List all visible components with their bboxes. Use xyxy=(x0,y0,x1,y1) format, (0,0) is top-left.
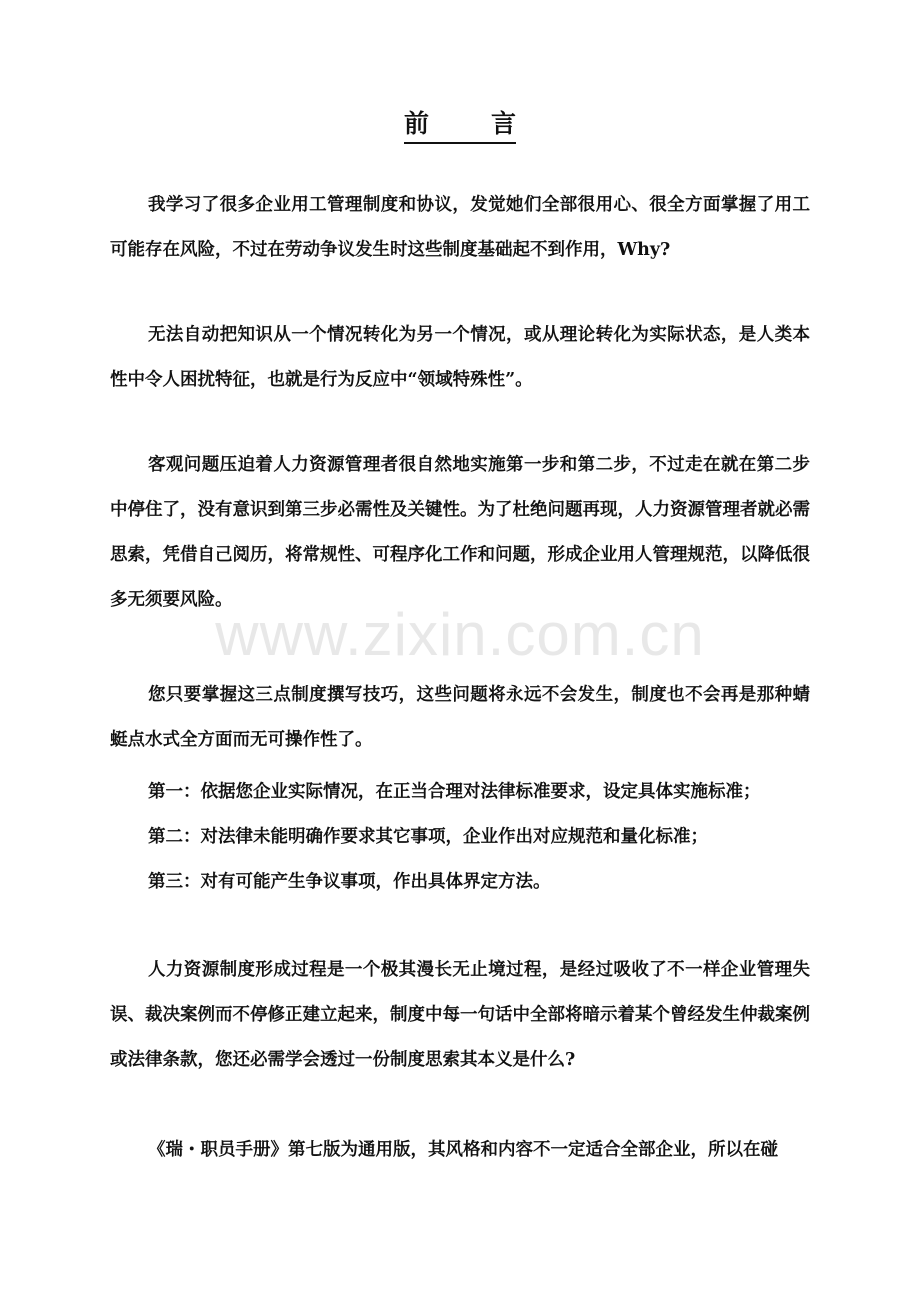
paragraph-4: 您只要掌握这三点制度撰写技巧，这些问题将永远不会发生，制度也不会再是那种蜻蜓点水式全方面而无可操作性了。 xyxy=(110,685,810,750)
title-char-left: 前 xyxy=(403,109,429,138)
paragraph-5: 人力资源制度形成过程是一个极其漫长无止境过程，是经过吸收了不一样企业管理失误、裁决案例而不停修正建立起来，制度中每一句话中全部将暗示着某个曾经发生仲裁案例或法律条款，您还必需学会透过一份制度思索其本义是什么? xyxy=(110,960,810,1070)
title-char-right: 言 xyxy=(491,109,517,138)
paragraph-1: 我学习了很多企业用工管理制度和协议，发觉她们全部很用心、很全方面掌握了用工可能存在风险，不过在劳动争议发生时这些制度基础起不到作用，Why? xyxy=(110,195,810,260)
title-underlined xyxy=(404,104,516,144)
paragraph-6: 《瑞・职员手册》第七版为通用版，其风格和内容不一定适合全部企业，所以在碰 xyxy=(148,1140,778,1160)
watermark: www.zixin.com.cn xyxy=(215,601,705,668)
point-2: 第二：对法律未能明确作要求其它事项，企业作出对应规范和量化标准； xyxy=(148,827,708,847)
paragraph-3: 客观问题压迫着人力资源管理者很自然地实施第一步和第二步，不过走在就在第二步中停住了，没有意识到第三步必需性及关键性。为了杜绝问题再现，人力资源管理者就必需思索，凭借自己阅历，将常规性、可程序化工作和问题，形成企业用人管理规范，以降低很多无须要风险。 xyxy=(110,455,810,610)
page-title xyxy=(0,104,920,144)
point-3: 第三：对有可能产生争议事项，作出具体界定方法。 xyxy=(148,872,551,892)
point-1: 第一：依据您企业实际情况，在正当合理对法律标准要求，设定具体实施标准； xyxy=(148,782,761,802)
paragraph-2: 无法自动把知识从一个情况转化为另一个情况，或从理论转化为实际状态，是人类本性中令人困扰特征，也就是行为反应中“领域特殊性”。 xyxy=(110,325,810,390)
